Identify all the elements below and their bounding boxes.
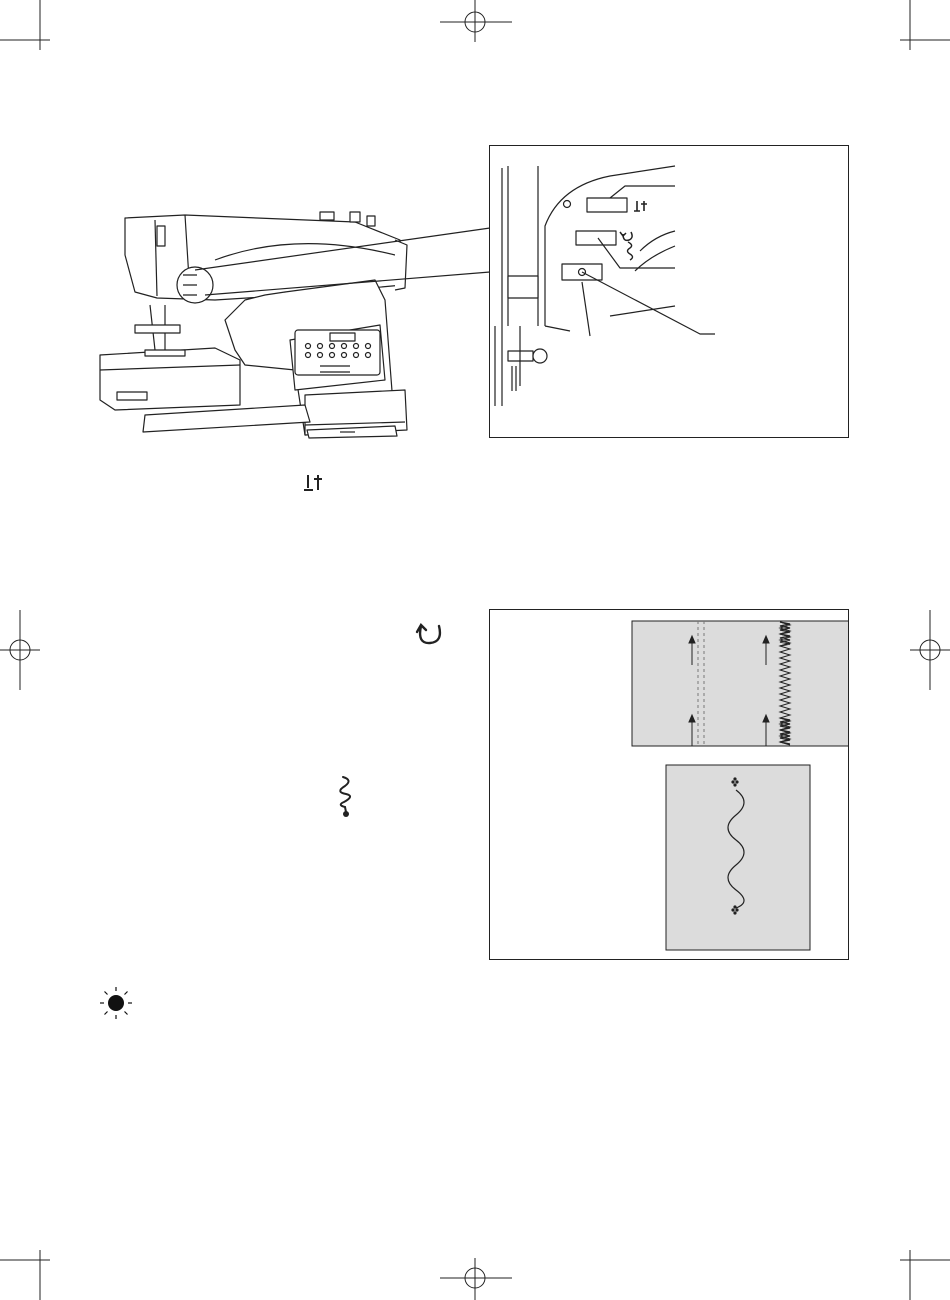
zoom-lines: [195, 220, 515, 340]
stitch-samples: [489, 609, 849, 960]
reverse-button: [576, 231, 616, 245]
closeup-drawing: [490, 146, 848, 437]
needle-up-down-button: [587, 198, 627, 212]
indicator-led: [564, 201, 571, 208]
tie-off-icon: [333, 774, 359, 820]
crop-mark-icon: [900, 1250, 950, 1300]
crop-mark-icon: [0, 0, 50, 50]
tie-off-icon: [628, 242, 633, 260]
crop-mark-icon: [900, 0, 950, 50]
registration-mark-icon: [440, 0, 512, 42]
stitch-samples-drawing: [490, 610, 848, 959]
note-sun-icon: [98, 985, 134, 1021]
needle-up-down-icon: [634, 201, 647, 211]
reverse-arrow-icon: [620, 232, 632, 240]
crop-mark-icon: [0, 1250, 50, 1300]
registration-mark-icon: [0, 610, 40, 690]
registration-mark-icon: [910, 610, 950, 690]
fabric-swatch-straight-zigzag: [632, 621, 848, 746]
reverse-arrow-icon: [412, 616, 448, 650]
button-panel-closeup: [489, 145, 849, 438]
needle-up-down-icon: [300, 472, 330, 494]
fabric-swatch-decorative: [666, 765, 810, 950]
registration-mark-icon: [440, 1258, 512, 1300]
